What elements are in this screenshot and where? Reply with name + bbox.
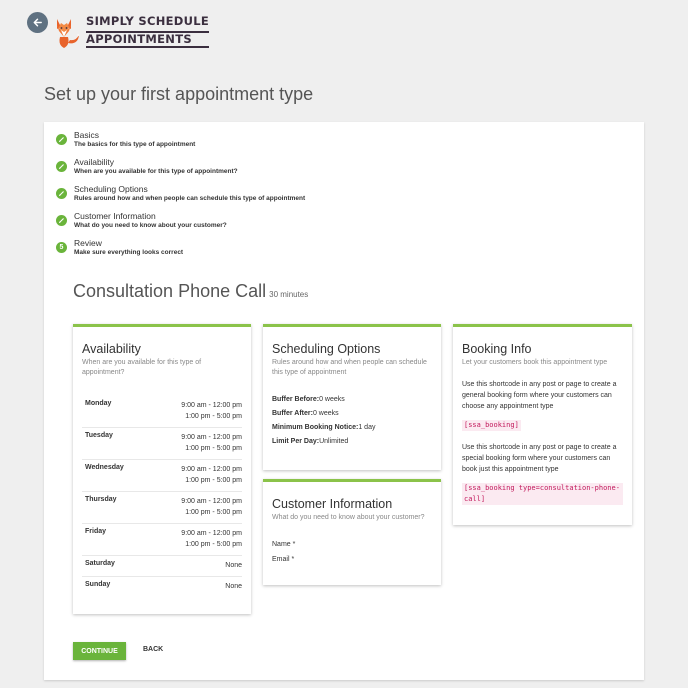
availability-table — [82, 396, 242, 597]
card-title: Customer Information — [272, 497, 393, 511]
table-row — [82, 492, 242, 524]
check-icon — [56, 215, 67, 226]
logo-line1: SIMPLY SCHEDULE — [86, 14, 210, 28]
time-range: 9:00 am - 12:00 pm — [181, 402, 242, 409]
shortcode-specific[interactable]: [ssa_booking type=consultation-phone-call] — [462, 483, 623, 505]
step-desc: What do you need to know about your customer? — [74, 222, 227, 229]
step-title: Availability — [74, 157, 115, 167]
step-scheduling-options[interactable] — [56, 184, 305, 202]
day-times: None — [225, 562, 242, 569]
app-logo — [52, 14, 209, 50]
day-times — [181, 464, 242, 486]
continue-button[interactable]: CONTINUE — [73, 642, 126, 660]
card-subtitle: Let your customers book this appointment type — [462, 359, 608, 366]
day-label: Saturday — [85, 560, 115, 567]
step-title: Review — [74, 238, 102, 248]
scheduling-list — [272, 396, 432, 445]
card-subtitle: What do you need to know about your customer? — [272, 514, 425, 521]
day-times: None — [225, 583, 242, 590]
day-label: Tuesday — [85, 432, 113, 439]
option-value: 1 day — [358, 424, 376, 431]
day-label: Monday — [85, 400, 112, 407]
time-range: 9:00 am - 12:00 pm — [181, 498, 242, 505]
time-range: 9:00 am - 12:00 pm — [181, 434, 242, 441]
list-item — [272, 424, 432, 431]
booking-info-card — [453, 324, 632, 525]
customer-information-card — [263, 479, 441, 585]
day-times — [181, 400, 242, 422]
booking-body — [462, 379, 623, 516]
back-button[interactable]: BACK — [143, 646, 164, 653]
arrow-left-icon — [32, 17, 43, 28]
time-range: 1:00 pm - 5:00 pm — [185, 509, 242, 516]
option-label: Buffer Before: — [272, 396, 320, 403]
step-number: 5 — [59, 244, 64, 251]
appointment-title — [73, 281, 308, 302]
day-times — [181, 528, 242, 550]
step-customer-information[interactable] — [56, 211, 305, 229]
table-row — [82, 396, 242, 428]
table-row — [82, 556, 242, 577]
step-title: Basics — [74, 130, 100, 140]
card-subtitle: Rules around how and when people can schedule this type of appointment — [272, 359, 427, 376]
logo-text — [86, 16, 209, 48]
logo-line2: APPOINTMENTS — [86, 31, 209, 49]
step-availability[interactable] — [56, 157, 305, 175]
time-range: 9:00 am - 12:00 pm — [181, 466, 242, 473]
card-title: Booking Info — [462, 342, 532, 356]
step-number-badge — [56, 242, 67, 253]
day-times — [181, 496, 242, 518]
option-value: 0 weeks — [319, 396, 345, 403]
day-times — [181, 432, 242, 454]
back-arrow-button[interactable] — [27, 12, 48, 33]
option-label: Minimum Booking Notice: — [272, 424, 359, 431]
card-title: Scheduling Options — [272, 342, 381, 356]
time-range: 1:00 pm - 5:00 pm — [185, 445, 242, 452]
option-value: 0 weeks — [312, 410, 339, 417]
time-range: 1:00 pm - 5:00 pm — [185, 413, 242, 420]
check-icon — [56, 188, 67, 199]
table-row — [82, 460, 242, 492]
list-item: Name * — [272, 541, 296, 548]
appointment-duration: 30 minutes — [269, 290, 309, 299]
day-label: Friday — [85, 528, 107, 535]
page-title: Set up your first appointment type — [44, 84, 314, 104]
scheduling-options-card — [263, 324, 441, 470]
fox-logo-icon — [52, 15, 82, 49]
step-desc: Make sure everything looks correct — [74, 249, 184, 256]
table-row — [82, 577, 242, 597]
time-range: 9:00 am - 12:00 pm — [181, 530, 242, 537]
table-row — [82, 524, 242, 556]
list-item — [272, 396, 432, 403]
step-title: Scheduling Options — [74, 184, 148, 194]
step-desc: Rules around how and when people can schedule this type of appointment — [74, 195, 306, 202]
option-value: Unlimited — [319, 438, 349, 445]
list-item: Email * — [272, 556, 295, 563]
appointment-name: Consultation Phone Call — [73, 281, 267, 301]
day-label: Sunday — [85, 581, 111, 588]
card-title: Availability — [82, 342, 141, 356]
booking-text: Use this shortcode in any post or page to create a special booking form where your customers can book just this appointment type — [462, 444, 617, 473]
setup-panel — [44, 122, 644, 680]
time-range: 1:00 pm - 5:00 pm — [185, 541, 242, 548]
day-label: Wednesday — [85, 464, 124, 471]
card-subtitle: When are you available for this type of appointment? — [82, 359, 202, 376]
step-basics[interactable] — [56, 130, 305, 148]
step-title: Customer Information — [74, 211, 156, 221]
table-row — [82, 428, 242, 460]
availability-card — [73, 324, 251, 614]
option-label: Buffer After: — [272, 410, 313, 417]
booking-text: Use this shortcode in any post or page to create a general booking form where your customers can choose any appointment type — [462, 381, 617, 410]
step-desc: The basics for this type of appointment — [74, 141, 196, 148]
list-item — [272, 410, 432, 417]
option-label: Limit Per Day: — [272, 438, 320, 445]
step-review[interactable] — [56, 238, 305, 256]
step-list — [56, 130, 305, 265]
day-label: Thursday — [85, 496, 117, 503]
check-icon — [56, 161, 67, 172]
check-icon — [56, 134, 67, 145]
step-desc: When are you available for this type of appointment? — [74, 168, 238, 175]
time-range: 1:00 pm - 5:00 pm — [185, 477, 242, 484]
list-item — [272, 438, 432, 445]
customer-fields — [272, 541, 432, 563]
shortcode-general[interactable]: [ssa_booking] — [464, 421, 519, 429]
